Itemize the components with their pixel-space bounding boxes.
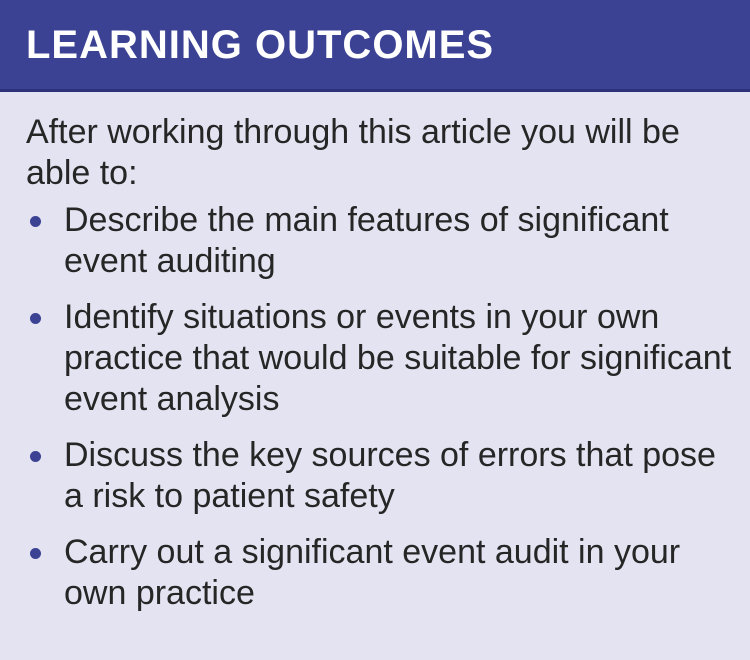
list-item (26, 532, 734, 614)
section-title: LEARNING OUTCOMES (26, 22, 495, 67)
outcome-text: Discuss the key sources of errors that pose a risk to patient safety (64, 436, 716, 515)
intro-text: After working through this article you will be able to: (26, 113, 680, 192)
list-item (26, 200, 734, 282)
bullet-dot-icon (30, 313, 41, 324)
outcomes-list (26, 200, 734, 614)
outcome-text: Identify situations or events in your own practice that would be suitable for significant event analysis (64, 298, 732, 418)
bullet-dot-icon (30, 216, 41, 227)
bullet-dot-icon (30, 548, 41, 559)
list-item (26, 435, 734, 517)
bullet-dot-icon (30, 451, 41, 462)
list-item (26, 297, 734, 420)
content-area (0, 92, 750, 614)
outcome-text: Describe the main features of significant event auditing (64, 201, 669, 280)
outcome-text: Carry out a significant event audit in your own practice (64, 533, 681, 612)
header-bar (0, 0, 750, 92)
